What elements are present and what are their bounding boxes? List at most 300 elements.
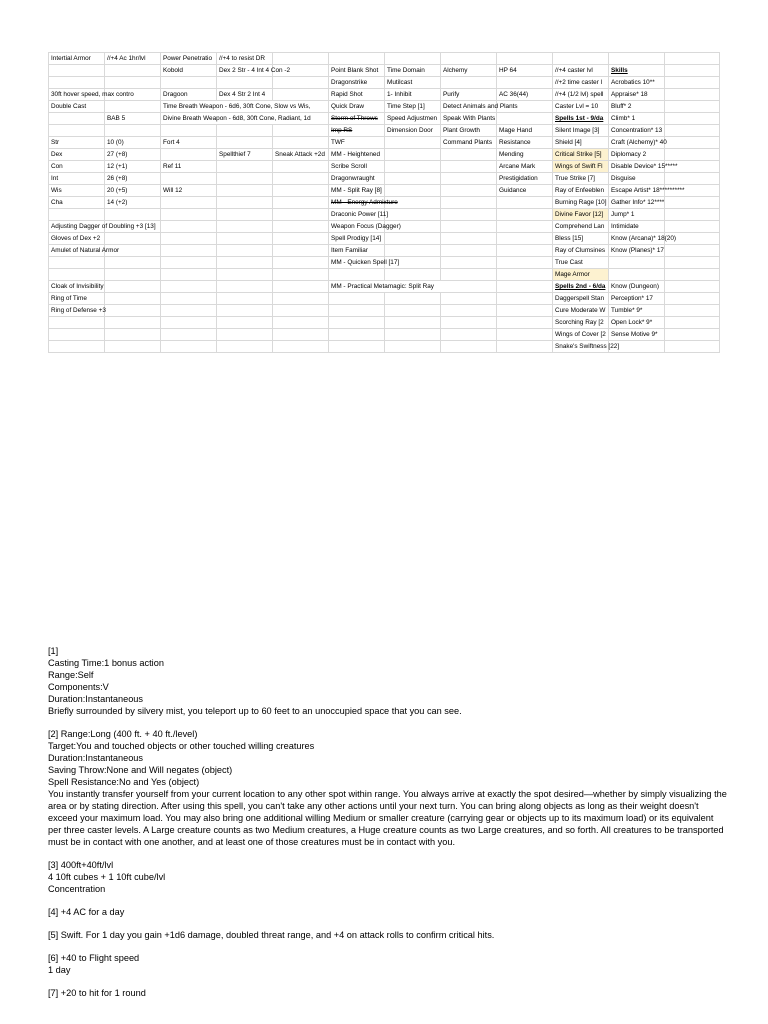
table-cell[interactable] bbox=[217, 197, 273, 209]
table-cell[interactable] bbox=[273, 341, 329, 353]
table-row bbox=[49, 293, 720, 305]
table-cell[interactable] bbox=[49, 269, 105, 281]
table-cell[interactable]: True Cast bbox=[553, 257, 609, 269]
table-cell[interactable]: Intimidate bbox=[609, 221, 665, 233]
table-cell[interactable] bbox=[665, 317, 720, 329]
table-cell[interactable]: Point Blank Shot bbox=[329, 65, 385, 77]
table-cell[interactable] bbox=[665, 77, 720, 89]
table-cell[interactable]: Fort 4 bbox=[161, 137, 217, 149]
table-cell[interactable]: AC 36(44) bbox=[497, 89, 553, 101]
table-cell[interactable] bbox=[665, 149, 720, 161]
table-cell[interactable]: Jump* 1 bbox=[609, 209, 665, 221]
table-cell[interactable] bbox=[217, 233, 273, 245]
table-cell[interactable] bbox=[105, 101, 161, 113]
table-cell[interactable]: True Strike [7] bbox=[553, 173, 609, 185]
table-cell[interactable]: MM - Split Ray [8] bbox=[329, 185, 385, 197]
table-cell[interactable] bbox=[273, 89, 329, 101]
table-cell[interactable] bbox=[497, 245, 553, 257]
table-cell[interactable] bbox=[217, 185, 273, 197]
table-row bbox=[49, 329, 720, 341]
table-cell[interactable] bbox=[217, 329, 273, 341]
table-cell[interactable] bbox=[441, 305, 497, 317]
table-cell[interactable]: Amulet of Natural Armor bbox=[49, 245, 105, 257]
table-cell[interactable]: Guidance bbox=[497, 185, 553, 197]
table-cell[interactable]: Concentration* 13 bbox=[609, 125, 665, 137]
table-cell[interactable] bbox=[329, 305, 385, 317]
table-cell[interactable]: Adjusting Dagger of Doubling +3 [13] bbox=[49, 221, 105, 233]
table-cell[interactable]: Spellthief 7 bbox=[217, 149, 273, 161]
table-cell[interactable]: Skills bbox=[609, 65, 665, 77]
table-cell[interactable] bbox=[329, 317, 385, 329]
note-line: Duration:Instantaneous bbox=[48, 753, 144, 763]
table-cell[interactable] bbox=[329, 329, 385, 341]
table-cell[interactable]: Detect Animals and Plants bbox=[441, 101, 497, 113]
table-cell[interactable] bbox=[273, 173, 329, 185]
table-cell[interactable]: Ray of Clumsines bbox=[553, 245, 609, 257]
table-cell[interactable] bbox=[105, 125, 161, 137]
table-cell[interactable]: Int bbox=[49, 173, 105, 185]
table-cell[interactable]: Will 12 bbox=[161, 185, 217, 197]
table-cell[interactable] bbox=[273, 137, 329, 149]
table-cell[interactable]: Bluff* 2 bbox=[609, 101, 665, 113]
table-cell[interactable]: Weapon Focus (Dagger) bbox=[329, 221, 385, 233]
table-cell[interactable] bbox=[273, 53, 329, 65]
table-cell[interactable] bbox=[665, 53, 720, 65]
table-cell[interactable]: Ring of Time bbox=[49, 293, 105, 305]
table-cell[interactable] bbox=[329, 269, 385, 281]
table-cell[interactable]: Dragonwraught bbox=[329, 173, 385, 185]
table-cell[interactable]: Mending bbox=[497, 149, 553, 161]
table-cell[interactable] bbox=[441, 149, 497, 161]
table-cell[interactable]: Snake's Swiftness [22] bbox=[553, 341, 609, 353]
table-cell[interactable] bbox=[385, 137, 441, 149]
table-cell[interactable]: Sneak Attack +2d bbox=[273, 149, 329, 161]
table-cell[interactable]: HP 64 bbox=[497, 65, 553, 77]
table-cell[interactable] bbox=[665, 269, 720, 281]
table-cell[interactable]: Mutilcast bbox=[385, 77, 441, 89]
table-cell[interactable]: Prestigidation bbox=[497, 173, 553, 185]
table-cell[interactable] bbox=[105, 65, 161, 77]
table-cell[interactable] bbox=[49, 125, 105, 137]
table-row bbox=[49, 173, 720, 185]
table-cell[interactable]: Arcane Mark bbox=[497, 161, 553, 173]
table-cell[interactable] bbox=[49, 77, 105, 89]
table-cell[interactable]: Disable Device* 15***** bbox=[609, 161, 665, 173]
table-cell[interactable] bbox=[49, 341, 105, 353]
table-cell[interactable]: Intertial Armor bbox=[49, 53, 105, 65]
table-cell[interactable] bbox=[217, 281, 273, 293]
table-cell[interactable] bbox=[441, 317, 497, 329]
table-cell[interactable] bbox=[217, 125, 273, 137]
table-cell[interactable]: Speed Adjustmen bbox=[385, 113, 441, 125]
table-cell[interactable] bbox=[217, 341, 273, 353]
table-cell[interactable]: Daggerspell Stan bbox=[553, 293, 609, 305]
table-cell[interactable]: Time Domain bbox=[385, 65, 441, 77]
table-cell[interactable] bbox=[497, 341, 553, 353]
table-cell[interactable]: Appraise* 18 bbox=[609, 89, 665, 101]
table-cell[interactable]: Dex 4 Str 2 Int 4 bbox=[217, 89, 273, 101]
table-cell[interactable]: Dimension Door bbox=[385, 125, 441, 137]
table-cell[interactable] bbox=[161, 305, 217, 317]
table-cell[interactable] bbox=[665, 257, 720, 269]
table-cell[interactable] bbox=[385, 185, 441, 197]
table-cell[interactable] bbox=[609, 269, 665, 281]
table-cell[interactable] bbox=[665, 281, 720, 293]
table-cell[interactable]: 12 (+1) bbox=[105, 161, 161, 173]
table-cell[interactable] bbox=[105, 269, 161, 281]
table-cell[interactable] bbox=[497, 233, 553, 245]
table-cell[interactable] bbox=[385, 269, 441, 281]
table-cell[interactable] bbox=[161, 329, 217, 341]
table-cell[interactable] bbox=[441, 221, 497, 233]
table-cell[interactable] bbox=[497, 305, 553, 317]
table-cell[interactable]: Ray of Enfeeblen bbox=[553, 185, 609, 197]
table-cell[interactable] bbox=[665, 341, 720, 353]
table-cell[interactable]: Silent Image [3] bbox=[553, 125, 609, 137]
table-cell[interactable] bbox=[105, 305, 161, 317]
note-line: [7] +20 to hit for 1 round bbox=[48, 988, 146, 998]
table-cell[interactable]: Acrobatics 10** bbox=[609, 77, 665, 89]
table-cell[interactable] bbox=[385, 293, 441, 305]
table-cell[interactable]: Diplomacy 2 bbox=[609, 149, 665, 161]
table-row bbox=[49, 197, 720, 209]
table-cell[interactable]: Scorching Ray [2 bbox=[553, 317, 609, 329]
table-cell[interactable]: Perception* 17 bbox=[609, 293, 665, 305]
table-cell[interactable]: 30ft hover speed, max contro bbox=[49, 89, 105, 101]
table-cell[interactable]: Kobold bbox=[161, 65, 217, 77]
table-cell[interactable] bbox=[385, 329, 441, 341]
table-cell[interactable] bbox=[49, 329, 105, 341]
table-cell[interactable] bbox=[105, 257, 161, 269]
table-cell[interactable] bbox=[665, 197, 720, 209]
table-cell[interactable] bbox=[273, 209, 329, 221]
table-cell[interactable]: Str bbox=[49, 137, 105, 149]
table-cell[interactable] bbox=[665, 65, 720, 77]
table-cell[interactable]: 10 (0) bbox=[105, 137, 161, 149]
table-cell[interactable] bbox=[217, 293, 273, 305]
table-cell[interactable] bbox=[273, 269, 329, 281]
table-cell[interactable]: Gather Info* 12**** bbox=[609, 197, 665, 209]
table-cell[interactable] bbox=[105, 77, 161, 89]
table-cell[interactable] bbox=[217, 317, 273, 329]
table-cell[interactable] bbox=[273, 77, 329, 89]
table-cell[interactable] bbox=[609, 53, 665, 65]
table-cell[interactable] bbox=[217, 209, 273, 221]
table-row bbox=[49, 89, 720, 101]
table-cell[interactable]: //+2 time caster l bbox=[553, 77, 609, 89]
table-cell[interactable]: Mage Armor bbox=[553, 269, 609, 281]
table-cell[interactable] bbox=[441, 161, 497, 173]
table-cell[interactable] bbox=[161, 341, 217, 353]
table-cell[interactable] bbox=[385, 305, 441, 317]
table-cell[interactable]: Con bbox=[49, 161, 105, 173]
table-cell[interactable] bbox=[441, 197, 497, 209]
table-cell[interactable] bbox=[665, 113, 720, 125]
table-cell[interactable] bbox=[441, 233, 497, 245]
table-cell[interactable]: Climb* 1 bbox=[609, 113, 665, 125]
table-cell[interactable]: Resistance bbox=[497, 137, 553, 149]
table-cell[interactable] bbox=[161, 269, 217, 281]
table-cell[interactable]: 26 (+8) bbox=[105, 173, 161, 185]
table-cell[interactable] bbox=[273, 125, 329, 137]
table-cell[interactable] bbox=[217, 137, 273, 149]
table-cell[interactable] bbox=[161, 149, 217, 161]
table-cell[interactable] bbox=[217, 305, 273, 317]
note-line: Concentration bbox=[48, 884, 106, 894]
table-cell[interactable] bbox=[441, 77, 497, 89]
table-cell[interactable] bbox=[385, 173, 441, 185]
table-cell[interactable] bbox=[105, 341, 161, 353]
note-paragraph bbox=[48, 906, 728, 918]
table-cell[interactable]: 27 (+8) bbox=[105, 149, 161, 161]
table-cell[interactable]: Know (Planes)* 17 bbox=[609, 245, 665, 257]
table-cell[interactable] bbox=[665, 209, 720, 221]
table-cell[interactable] bbox=[273, 281, 329, 293]
table-cell[interactable]: Dragonstrike bbox=[329, 77, 385, 89]
table-cell[interactable]: Comprehend Lan bbox=[553, 221, 609, 233]
table-cell[interactable]: Escape Artist* 18********** bbox=[609, 185, 665, 197]
table-cell[interactable] bbox=[385, 53, 441, 65]
table-cell[interactable] bbox=[441, 173, 497, 185]
table-cell[interactable] bbox=[49, 317, 105, 329]
table-cell[interactable] bbox=[217, 221, 273, 233]
table-cell[interactable] bbox=[497, 77, 553, 89]
table-cell[interactable]: Speak With Plants bbox=[441, 113, 497, 125]
table-cell[interactable]: Critical Strike [5] bbox=[553, 149, 609, 161]
table-cell[interactable] bbox=[217, 173, 273, 185]
table-cell[interactable] bbox=[161, 221, 217, 233]
table-row bbox=[49, 77, 720, 89]
table-cell[interactable] bbox=[217, 257, 273, 269]
table-cell[interactable]: Shield [4] bbox=[553, 137, 609, 149]
table-cell[interactable]: Spells 1st - 9/da bbox=[553, 113, 609, 125]
note-line: [6] +40 to Flight speed bbox=[48, 953, 140, 963]
table-cell[interactable] bbox=[441, 329, 497, 341]
table-cell[interactable] bbox=[161, 257, 217, 269]
note-line: Casting Time:1 bonus action bbox=[48, 658, 164, 668]
table-cell[interactable] bbox=[273, 185, 329, 197]
table-cell[interactable] bbox=[385, 233, 441, 245]
table-cell[interactable] bbox=[161, 245, 217, 257]
table-cell[interactable]: Divine Favor [12] bbox=[553, 209, 609, 221]
table-cell[interactable]: Scribe Scroll bbox=[329, 161, 385, 173]
table-cell[interactable] bbox=[665, 221, 720, 233]
table-cell[interactable] bbox=[385, 341, 441, 353]
table-cell[interactable]: 14 (+2) bbox=[105, 197, 161, 209]
table-cell[interactable]: Rapid Shot bbox=[329, 89, 385, 101]
table-cell[interactable]: Time Step [1] bbox=[385, 101, 441, 113]
note-line: Target:You and touched objects or other touched willing creatures bbox=[48, 741, 315, 751]
table-cell[interactable] bbox=[385, 317, 441, 329]
table-cell[interactable] bbox=[441, 293, 497, 305]
table-cell[interactable] bbox=[161, 233, 217, 245]
table-cell[interactable] bbox=[329, 341, 385, 353]
table-cell[interactable] bbox=[273, 305, 329, 317]
table-cell[interactable] bbox=[329, 293, 385, 305]
table-cell[interactable] bbox=[497, 293, 553, 305]
table-cell[interactable] bbox=[497, 113, 553, 125]
character-sheet-table bbox=[48, 52, 720, 353]
table-cell[interactable] bbox=[161, 77, 217, 89]
table-cell[interactable]: 1- Inhibit bbox=[385, 89, 441, 101]
table-cell[interactable] bbox=[553, 53, 609, 65]
table-cell[interactable] bbox=[273, 257, 329, 269]
table-cell[interactable] bbox=[665, 137, 720, 149]
table-row bbox=[49, 161, 720, 173]
table-cell[interactable]: Wings of Swift Fl bbox=[553, 161, 609, 173]
table-cell[interactable]: Spells 2nd - 6/da bbox=[553, 281, 609, 293]
table-cell[interactable]: Time Breath Weapon - 6d6, 30ft Cone, Slow vs Wis, bbox=[161, 101, 329, 113]
table-cell[interactable]: Purify bbox=[441, 89, 497, 101]
table-cell[interactable] bbox=[105, 293, 161, 305]
table-cell[interactable]: Know (Dungeon) bbox=[609, 281, 665, 293]
table-cell[interactable] bbox=[161, 317, 217, 329]
table-cell[interactable] bbox=[105, 317, 161, 329]
table-cell[interactable] bbox=[217, 161, 273, 173]
table-cell[interactable] bbox=[105, 209, 161, 221]
table-cell[interactable] bbox=[49, 209, 105, 221]
table-cell[interactable] bbox=[609, 257, 665, 269]
table-cell[interactable] bbox=[217, 245, 273, 257]
table-cell[interactable] bbox=[49, 113, 105, 125]
table-cell[interactable] bbox=[665, 89, 720, 101]
table-cell[interactable]: Dragoon bbox=[161, 89, 217, 101]
table-row bbox=[49, 305, 720, 317]
table-cell[interactable]: Command Plants bbox=[441, 137, 497, 149]
table-cell[interactable] bbox=[665, 125, 720, 137]
table-cell[interactable] bbox=[273, 245, 329, 257]
table-cell[interactable]: Alchemy bbox=[441, 65, 497, 77]
table-cell[interactable]: Quick Draw bbox=[329, 101, 385, 113]
table-cell[interactable] bbox=[665, 305, 720, 317]
table-cell[interactable]: Draconic Power [11] bbox=[329, 209, 385, 221]
table-cell[interactable] bbox=[441, 341, 497, 353]
table-cell[interactable]: Dex bbox=[49, 149, 105, 161]
table-cell[interactable] bbox=[273, 161, 329, 173]
table-cell[interactable]: TWF bbox=[329, 137, 385, 149]
table-cell[interactable] bbox=[665, 173, 720, 185]
table-cell[interactable]: Open Lock* 9* bbox=[609, 317, 665, 329]
table-cell[interactable] bbox=[441, 257, 497, 269]
table-cell[interactable]: Wis bbox=[49, 185, 105, 197]
table-cell[interactable]: Craft (Alchemy)* 40 bbox=[609, 137, 665, 149]
table-cell[interactable] bbox=[385, 209, 441, 221]
table-cell[interactable]: Bless [15] bbox=[553, 233, 609, 245]
table-cell[interactable]: Disguise bbox=[609, 173, 665, 185]
table-cell[interactable] bbox=[665, 329, 720, 341]
table-cell[interactable] bbox=[273, 221, 329, 233]
table-cell[interactable]: BAB 5 bbox=[105, 113, 161, 125]
table-cell[interactable] bbox=[273, 293, 329, 305]
table-cell[interactable]: Sense Motive 9* bbox=[609, 329, 665, 341]
table-cell[interactable] bbox=[665, 101, 720, 113]
table-cell[interactable]: Imp RS bbox=[329, 125, 385, 137]
table-cell[interactable]: Cloak of Invisibility bbox=[49, 281, 105, 293]
table-row bbox=[49, 233, 720, 245]
table-cell[interactable] bbox=[217, 77, 273, 89]
table-cell[interactable] bbox=[497, 329, 553, 341]
table-cell[interactable]: Power Penetratio bbox=[161, 53, 217, 65]
table-cell[interactable]: //+4 caster lvl bbox=[553, 65, 609, 77]
table-cell[interactable]: //+4 to resist DR bbox=[217, 53, 273, 65]
table-cell[interactable] bbox=[497, 209, 553, 221]
table-cell[interactable]: Wings of Cover [2 bbox=[553, 329, 609, 341]
table-cell[interactable]: Plant Growth bbox=[441, 125, 497, 137]
table-cell[interactable]: Ref 11 bbox=[161, 161, 217, 173]
table-cell[interactable] bbox=[105, 281, 161, 293]
table-cell[interactable]: Storm of Throws bbox=[329, 113, 385, 125]
table-cell[interactable] bbox=[105, 233, 161, 245]
table-cell[interactable] bbox=[441, 185, 497, 197]
table-cell[interactable] bbox=[385, 245, 441, 257]
table-cell[interactable] bbox=[329, 53, 385, 65]
table-cell[interactable]: Cha bbox=[49, 197, 105, 209]
table-cell[interactable] bbox=[105, 329, 161, 341]
table-cell[interactable]: Ring of Defense +3 bbox=[49, 305, 105, 317]
table-cell[interactable] bbox=[665, 245, 720, 257]
table-cell[interactable]: MM - Practical Metamagic: Split Ray bbox=[329, 281, 497, 293]
table-cell[interactable]: Mage Hand bbox=[497, 125, 553, 137]
table-cell[interactable] bbox=[161, 209, 217, 221]
table-cell[interactable] bbox=[497, 317, 553, 329]
table-cell[interactable] bbox=[161, 197, 217, 209]
table-cell[interactable]: //+4 Ac 1hr/lvl bbox=[105, 53, 161, 65]
table-cell[interactable] bbox=[665, 293, 720, 305]
table-cell[interactable]: Double Cast bbox=[49, 101, 105, 113]
table-cell[interactable] bbox=[497, 281, 553, 293]
table-cell[interactable] bbox=[49, 257, 105, 269]
table-cell[interactable]: MM - Energy Admixture bbox=[329, 197, 385, 209]
table-cell[interactable]: //+4 (1/2 lvl) spell bbox=[553, 89, 609, 101]
table-cell[interactable]: MM - Heightened bbox=[329, 149, 385, 161]
table-cell[interactable] bbox=[161, 173, 217, 185]
table-cell[interactable] bbox=[385, 149, 441, 161]
table-cell[interactable]: Divine Breath Weapon - 6d8, 30ft Cone, Radiant, 1d bbox=[161, 113, 329, 125]
table-cell[interactable]: Cure Moderate W bbox=[553, 305, 609, 317]
table-cell[interactable]: Burning Rage [10] bbox=[553, 197, 609, 209]
table-cell[interactable]: 20 (+5) bbox=[105, 185, 161, 197]
table-cell[interactable] bbox=[497, 53, 553, 65]
table-cell[interactable] bbox=[273, 329, 329, 341]
table-cell[interactable]: Know (Arcana)* 18(20) bbox=[609, 233, 665, 245]
table-cell[interactable] bbox=[497, 269, 553, 281]
table-cell[interactable]: Tumble* 9* bbox=[609, 305, 665, 317]
table-cell[interactable]: Caster Lvl = 10 bbox=[553, 101, 609, 113]
table-cell[interactable] bbox=[161, 293, 217, 305]
table-cell[interactable] bbox=[497, 221, 553, 233]
table-cell[interactable]: Gloves of Dex +2 bbox=[49, 233, 105, 245]
table-cell[interactable] bbox=[497, 257, 553, 269]
table-cell[interactable]: Dex 2 Str - 4 Int 4 Con -2 bbox=[217, 65, 273, 77]
table-cell[interactable] bbox=[49, 65, 105, 77]
table-cell[interactable]: MM - Quicken Spell [17] bbox=[329, 257, 385, 269]
table-cell[interactable] bbox=[161, 125, 217, 137]
table-cell[interactable] bbox=[161, 281, 217, 293]
table-cell[interactable] bbox=[273, 233, 329, 245]
table-cell[interactable]: Spell Prodigy [14] bbox=[329, 233, 385, 245]
table-cell[interactable] bbox=[273, 197, 329, 209]
table-cell[interactable] bbox=[497, 197, 553, 209]
table-cell[interactable] bbox=[217, 269, 273, 281]
note-line: Saving Throw:None and Will negates (object) bbox=[48, 765, 233, 775]
table-cell[interactable] bbox=[441, 53, 497, 65]
table-cell[interactable]: Item Familiar bbox=[329, 245, 385, 257]
table-cell[interactable] bbox=[441, 269, 497, 281]
table-cell[interactable] bbox=[441, 245, 497, 257]
table-cell[interactable] bbox=[441, 209, 497, 221]
table-cell[interactable] bbox=[273, 317, 329, 329]
table-cell[interactable] bbox=[385, 161, 441, 173]
